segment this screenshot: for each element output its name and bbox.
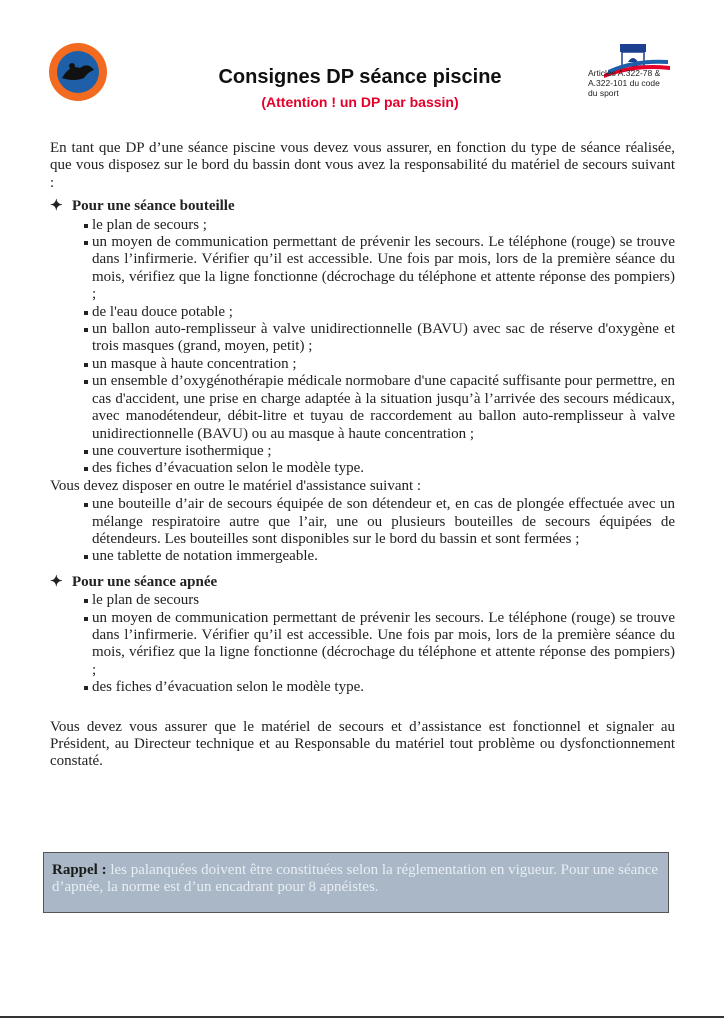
list-item: des fiches d’évacuation selon le modèle type. (84, 679, 675, 696)
bottom-rule (0, 1016, 724, 1018)
document-body (50, 140, 675, 771)
legal-reference (588, 68, 678, 98)
list-item: une bouteille d’air de secours équipée de son détendeur et, en cas de plongée effectuée avec un mélange respiratoire autre que l’air, une ou plusieurs bouteilles de secours équipées de détendeurs. Les bouteilles sont disponibles sur le bord du bassin et sont fermées ; (84, 496, 675, 548)
list-item: une tablette de notation immergeable. (84, 548, 675, 565)
list-item: le plan de secours ; (84, 217, 675, 234)
intro-paragraph: En tant que DP d’une séance piscine vous devez vous assurer, en fonction du type de séance réalisée, que vous disposez sur le bord du bassin dont vous avez la responsabilité du matériel de secours suivant : (50, 140, 675, 191)
star-bullet-icon: ✦ (50, 573, 63, 590)
list-item: un ensemble d’oxygénothérapie médicale normobare d'une capacité suffisante pour permettre, en cas d'accident, une prise en charge adaptée à la situation jusqu’à l’arrivée des secours médicaux, avec manodétendeur, débit-litre et tuyau de raccordement au ballon auto-remplisseur à valve unidirectionnelle (BAVU) ou au masque à haute concentration ; (84, 373, 675, 443)
section-heading-bouteille (50, 198, 675, 215)
list-item: un moyen de communication permettant de prévenir les secours. Le téléphone (rouge) se trouve dans l’infirmerie. Vérifier qu’il est accessible. Une fois par mois, lors de la première séance du mois, vérifiez que la ligne fonctionne (décrochage du téléphone et attente réponse des pompiers) ; (84, 610, 675, 680)
list-item: le plan de secours (84, 592, 675, 609)
apnee-list (50, 592, 675, 696)
page-title: Consignes DP séance piscine (218, 66, 502, 88)
ref-line: A.322-101 du code (588, 78, 660, 88)
club-logo (48, 42, 108, 102)
section-title: Pour une séance bouteille (72, 198, 235, 215)
rappel-label: Rappel : (52, 862, 107, 878)
list-item: une couverture isothermique ; (84, 443, 675, 460)
section-title: Pour une séance apnée (72, 573, 218, 590)
list-item: de l'eau douce potable ; (84, 304, 675, 321)
list-item: un moyen de communication permettant de prévenir les secours. Le téléphone (rouge) se trouve dans l’infirmerie. Vérifier qu’il est accessible. Une fois par mois, lors de la première séance du mois, vérifiez que la ligne fonctionne (décrochage du téléphone et attente réponse des pompiers) ; (84, 234, 675, 304)
ref-line: Articles A.322-78 & (588, 68, 661, 78)
assistance-intro: Vous devez disposer en outre le matériel d'assistance suivant : (50, 477, 422, 494)
assistance-list (50, 496, 675, 566)
list-item: des fiches d’évacuation selon le modèle type. (84, 460, 675, 477)
rappel-text: les palanquées doivent être constituées selon la réglementation en vigueur. Pour une séance d’apnée, la norme est d’un encadrant pour 8 apnéistes. (52, 862, 659, 895)
bouteille-list (50, 217, 675, 478)
section-heading-apnee (50, 574, 675, 591)
page-subtitle: (Attention ! un DP par bassin) (261, 94, 459, 110)
list-item: un ballon auto-remplisseur à valve unidirectionnelle (BAVU) avec sac de réserve d'oxygène et trois masques (grand, moyen, petit) ; (84, 321, 675, 356)
closing-paragraph: Vous devez vous assurer que le matériel de secours et d’assistance est fonctionnel et signaler au Président, au Directeur technique et au Responsable du matériel tout problème ou dysfonctionnement constaté. (50, 718, 675, 770)
list-item: un masque à haute concentration ; (84, 356, 675, 373)
ref-line: du sport (588, 88, 619, 98)
rappel-box (43, 852, 669, 913)
star-bullet-icon: ✦ (50, 198, 63, 215)
